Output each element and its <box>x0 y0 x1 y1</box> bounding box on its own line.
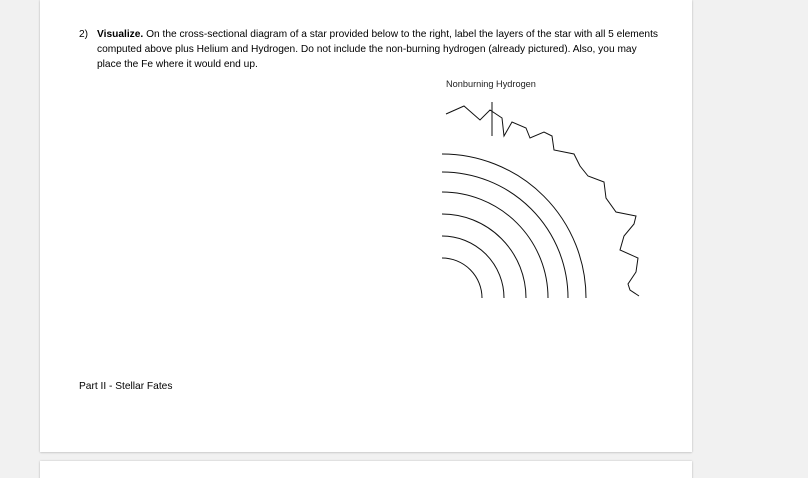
shell-4 <box>442 192 548 298</box>
shell-6 <box>442 154 586 298</box>
section-heading: Part II - Stellar Fates <box>79 381 173 392</box>
question-body <box>97 27 659 72</box>
shells-group <box>442 154 586 298</box>
question-number: 2) <box>79 29 89 40</box>
question-2 <box>79 27 659 72</box>
shell-3 <box>442 214 526 298</box>
next-document-page <box>40 461 692 478</box>
question-title: Visualize. <box>97 29 144 40</box>
shell-5 <box>442 172 568 298</box>
document-page <box>40 0 692 452</box>
shell-2 <box>442 236 504 298</box>
star-cross-section-diagram <box>440 76 650 302</box>
nonburning-hydrogen-outline <box>446 106 639 296</box>
shell-1 <box>442 258 482 298</box>
question-text: On the cross-sectional diagram of a star provided below to the right, label the layers of the star with all 5 elements computed above plus Helium and Hydrogen. Do not include the non-burning hydrogen (already pictured). Also, you may place the Fe where it would end up. <box>97 29 658 70</box>
nonburning-hydrogen-label: Nonburning Hydrogen <box>446 79 536 89</box>
